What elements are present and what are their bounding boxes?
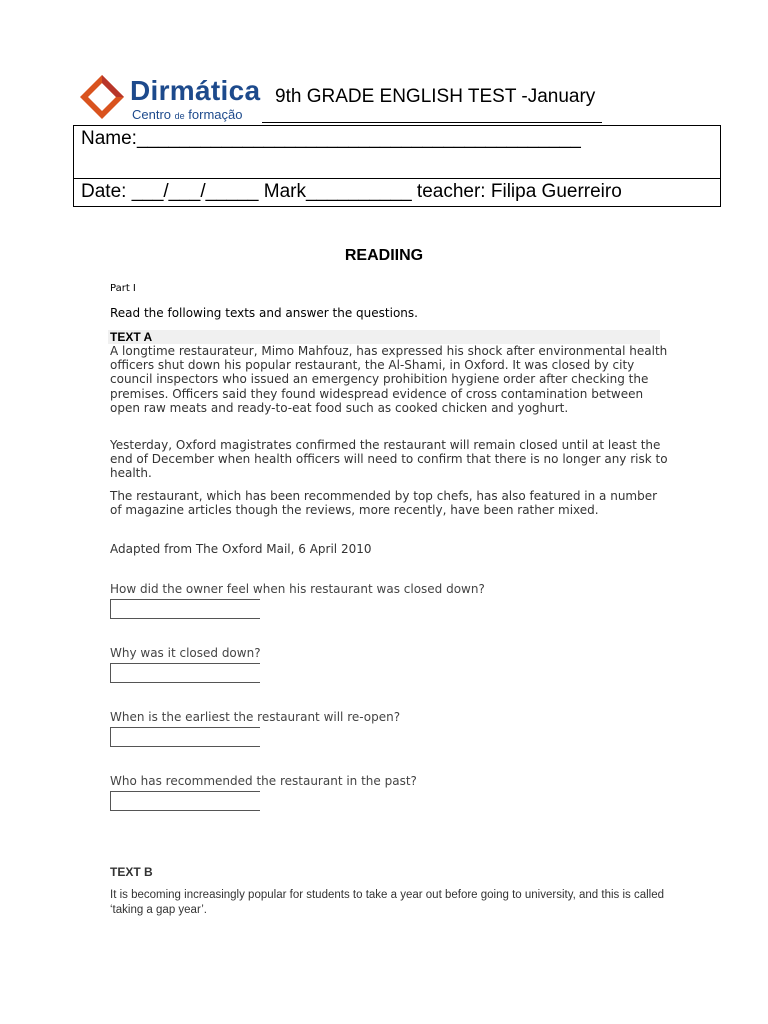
question-2: Why was it closed down?	[110, 646, 261, 660]
text-a-paragraph: Yesterday, Oxford magistrates confirmed the restaurant will remain closed until at least the end of December when health officers will need to confirm that there is no longer any risk to health.	[110, 438, 668, 481]
date-mark-teacher-row[interactable]: Date: ___/___/_____ Mark__________ teacher: Filipa Guerreiro	[81, 181, 622, 202]
answer-box-3[interactable]	[110, 727, 260, 747]
answer-box-4[interactable]	[110, 791, 260, 811]
diamond-logo-icon	[78, 73, 126, 121]
answer-box-1[interactable]	[110, 599, 260, 619]
logo-subtitle-end: formação	[188, 107, 243, 122]
logo-subtitle-small: de	[174, 111, 185, 121]
text-b-paragraph: It is becoming increasingly popular for students to take a year out before going to university, and this is called ‘taking a gap year’.	[110, 889, 665, 916]
dirmatica-logo	[78, 73, 263, 123]
part-label: Part I	[110, 283, 136, 294]
text-a-paragraph: A longtime restaurateur, Mimo Mahfouz, has expressed his shock after environmental health officers shut down his popular restaurant, the Al-Shami, in Oxford. It was closed by city council inspectors who issued an emergency prohibition hygiene order after checking the premises. Officers said they found widespread evidence of cross contamination between open raw meats and ready-to-eat food such as cooked chicken and yoghurt.	[110, 344, 668, 415]
text-a-heading: TEXT A	[108, 330, 660, 344]
logo-subtitle	[132, 107, 243, 122]
title-underline	[262, 122, 602, 123]
instruction: Read the following texts and answer the questions.	[110, 306, 418, 320]
logo-name: Dirmática	[130, 75, 261, 106]
name-field[interactable]: Name:__________________________________________	[81, 128, 581, 149]
logo-subtitle-main: Centro	[132, 107, 172, 122]
test-title: 9th GRADE ENGLISH TEST -January	[275, 86, 596, 107]
question-3: When is the earliest the restaurant will re-open?	[110, 710, 401, 724]
text-a-paragraph: The restaurant, which has been recommended by top chefs, has also featured in a number of magazine articles though the reviews, more recently, have been rather mixed.	[110, 489, 658, 518]
answer-box-2[interactable]	[110, 663, 260, 683]
question-1: How did the owner feel when his restaurant was closed down?	[110, 582, 485, 596]
text-b-heading: TEXT B	[110, 865, 153, 879]
student-info-box	[73, 125, 721, 207]
section-title: READIING	[344, 247, 424, 264]
question-4: Who has recommended the restaurant in the past?	[110, 774, 417, 788]
info-divider	[74, 178, 720, 179]
text-a-source: Adapted from The Oxford Mail, 6 April 2010	[110, 542, 372, 556]
